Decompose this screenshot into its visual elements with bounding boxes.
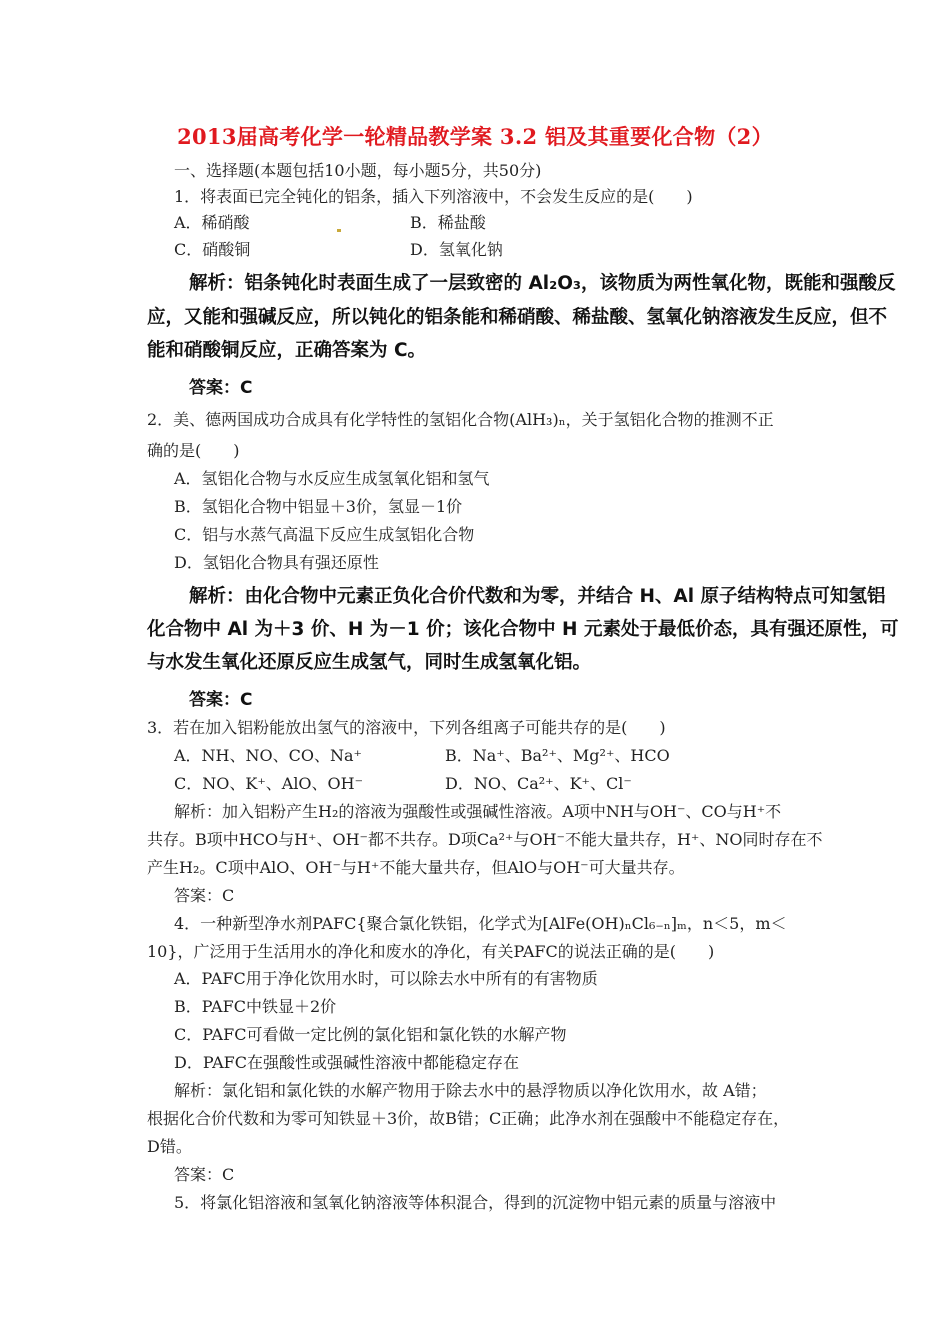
q3-option-b: B．Na⁺、Ba²⁺、Mg²⁺、HCO (445, 746, 670, 765)
q4-explanation-line-1: 解析：氯化铝和氯化铁的水解产物用于除去水中的悬浮物质以净化饮用水，故 A错； (174, 1081, 767, 1100)
q1-stem: 1．将表面已完全钝化的铝条，插入下列溶液中，不会发生反应的是( ) (174, 187, 693, 206)
q1-option-c: C．硝酸铜 (174, 240, 251, 259)
q3-option-c: C．NO、K⁺、AlO、OH⁻ (174, 774, 364, 793)
q1-explanation-line-1: 解析：铝条钝化时表面生成了一层致密的 Al₂O₃，该物质为两性氧化物，既能和强酸反 (189, 273, 896, 294)
q3-explanation-line-1: 解析：加入铝粉产生H₂的溶液为强酸性或强碱性溶液。A项中NH与OH⁻、CO与H⁺不 (174, 802, 782, 821)
q4-answer: 答案：C (174, 1165, 235, 1184)
q3-explanation-line-3: 产生H₂。C项中AlO、OH⁻与H⁺不能大量共存，但AlO与OH⁻可大量共存。 (147, 858, 685, 877)
q3-explanation-line-2: 共存。B项中HCO与H⁺、OH⁻都不共存。D项Ca²⁺与OH⁻不能大量共存，H⁺、NO同时存在不 (147, 830, 823, 849)
q4-explanation-line-2: 根据化合价代数和为零可知铁显＋3价，故B错；C正确；此净水剂在强酸中不能稳定存在， (147, 1109, 790, 1128)
q1-option-b: B．稀盐酸 (410, 213, 486, 232)
q4-option-c: C．PAFC可看做一定比例的氯化铝和氯化铁的水解产物 (174, 1025, 567, 1044)
q2-option-a: A．氢铝化合物与水反应生成氢氧化铝和氢气 (174, 469, 490, 488)
q2-option-d: D．氢铝化合物具有强还原性 (174, 553, 379, 572)
q3-option-a: A．NH、NO、CO、Na⁺ (174, 746, 362, 765)
q4-explanation-line-3: D错。 (147, 1137, 192, 1156)
q3-option-d: D．NO、Ca²⁺、K⁺、Cl⁻ (445, 774, 632, 793)
q1-explanation-line-2: 应，又能和强碱反应，所以钝化的铝条能和稀硝酸、稀盐酸、氢氧化钠溶液发生反应，但不 (147, 307, 888, 328)
q1-option-a: A．稀硝酸 (174, 213, 250, 232)
q2-stem-line-1: 2．美、德两国成功合成具有化学特性的氢铝化合物(AlH₃)ₙ，关于氢铝化合物的推测不正 (147, 410, 774, 429)
q4-stem-line-1: 4．一种新型净水剂PAFC{聚合氯化铁铝，化学式为[AlFe(OH)ₙCl₆₋ₙ]ₘ，n＜5，m＜ (174, 914, 787, 933)
q2-explanation-line-1: 解析：由化合物中元素正负化合价代数和为零，并结合 H、Al 原子结构特点可知氢铝 (189, 586, 886, 607)
q2-explanation-line-2: 化合物中 Al 为＋3 价、H 为－1 价；该化合物中 H 元素处于最低价态，具有强还原性，可 (147, 619, 899, 640)
q4-stem-line-2: 10}，广泛用于生活用水的净化和废水的净化，有关PAFC的说法正确的是( ) (147, 942, 715, 961)
q2-explanation-line-3: 与水发生氧化还原反应生成氢气，同时生成氢氧化铝。 (147, 652, 592, 673)
stray-mark (337, 229, 341, 232)
q4-option-b: B．PAFC中铁显＋2价 (174, 997, 337, 1016)
q1-answer: 答案：C (189, 378, 253, 398)
page-title: 2013届高考化学一轮精品教学案 3.2 铝及其重要化合物（2） (177, 124, 773, 149)
q1-explanation-line-3: 能和硝酸铜反应，正确答案为 C。 (147, 340, 427, 361)
q1-option-d: D．氢氧化钠 (410, 240, 503, 259)
section-heading: 一、选择题(本题包括10小题，每小题5分，共50分) (174, 161, 542, 180)
q3-stem: 3．若在加入铝粉能放出氢气的溶液中，下列各组离子可能共存的是( ) (147, 718, 666, 737)
q2-option-b: B．氢铝化合物中铝显＋3价，氢显－1价 (174, 497, 463, 516)
q4-option-d: D．PAFC在强酸性或强碱性溶液中都能稳定存在 (174, 1053, 520, 1072)
q5-stem: 5．将氯化铝溶液和氢氧化钠溶液等体积混合，得到的沉淀物中铝元素的质量与溶液中 (174, 1193, 777, 1212)
q3-answer: 答案：C (174, 886, 235, 905)
q4-option-a: A．PAFC用于净化饮用水时，可以除去水中所有的有害物质 (174, 969, 598, 988)
q2-option-c: C．铝与水蒸气高温下反应生成氢铝化合物 (174, 525, 475, 544)
q2-stem-line-2: 确的是( ) (147, 441, 240, 460)
q2-answer: 答案：C (189, 690, 253, 710)
